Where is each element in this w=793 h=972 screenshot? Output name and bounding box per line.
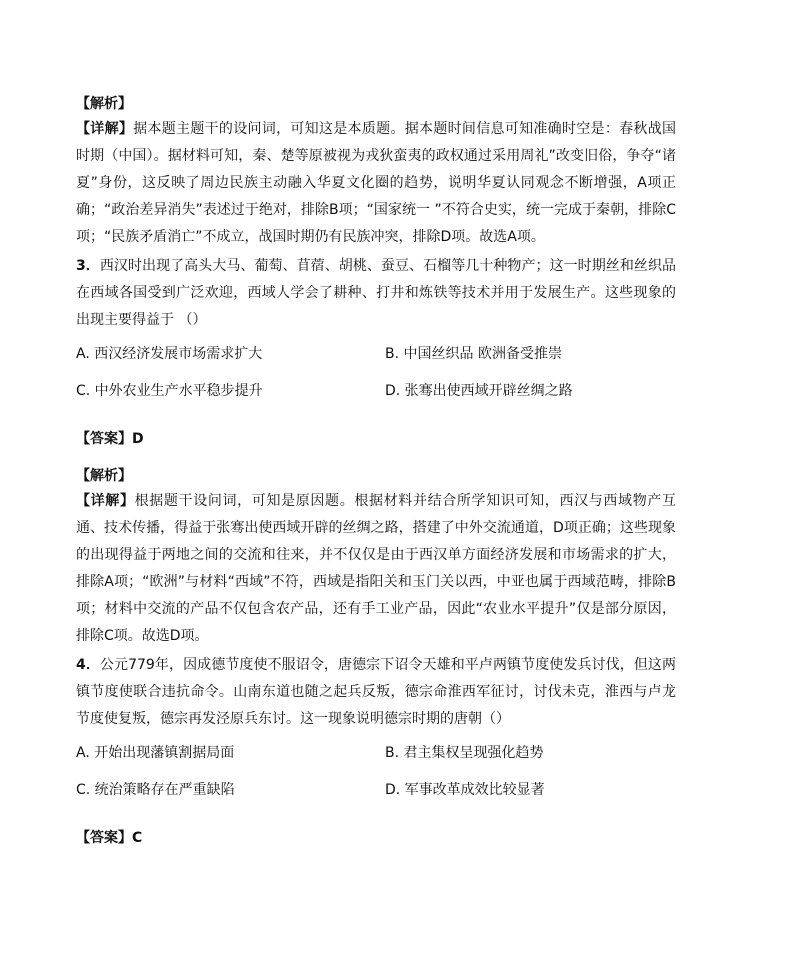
question-4 <box>76 652 676 733</box>
question-3-options <box>76 344 676 418</box>
analysis-text: 据本题主题干的设问词，可知这是本质题。据本题时间信息可知准确时空是：春秋战国时期（中国）。据材料可知，秦、楚等原被视为戎狄蛮夷的政权通过采用周礼”改变旧俗，争夺“诸夏”身份，这反映了周边民族主动融入华夏文化圈的趋势，说明华夏认同观念不断增强，A项正确；“政治差异消失”表述过于绝对，排除B项；“国家统一 ”不符合史实，统一完成于秦朝，排除C项；“民族矛盾消亡”不成立，战国时期仍有民族冲突，排除D项。故选A项。 <box>76 121 676 245</box>
analysis-paragraph <box>76 488 676 650</box>
analysis-paragraph <box>76 116 676 251</box>
question-number: 4． <box>76 657 100 673</box>
option-d: D. 张骞出使西域开辟丝绸之路 <box>385 383 573 399</box>
option-c: C. 中外农业生产水平稳步提升 <box>76 383 263 399</box>
question-3 <box>76 253 676 334</box>
option-d: D. 军事改革成效比较显著 <box>385 782 545 798</box>
detail-tag: 【详解】 <box>76 493 135 509</box>
answer-label: 【答案】C <box>76 830 143 846</box>
answer-label: 【答案】D <box>76 431 144 447</box>
document-content <box>76 94 676 848</box>
option-b: B. 君主集权呈现强化趋势 <box>385 745 544 761</box>
question-4-options <box>76 743 676 817</box>
analysis-text: 根据题干设问词，可知是原因题。根据材料并结合所学知识可知，西汉与西域物产互通、技术传播，得益于张骞出使西域开辟的丝绸之路，搭建了中外交流通道，D项正确；这些现象的出现得益于两地之间的交流和往来，并不仅仅是由于西汉单方面经济发展和市场需求的扩大，排除A项；“欧洲”与材料“西域”不符，西域是指阳关和玉门关以西，中亚也属于西域范畴，排除B项；材料中交流的产品不仅包含农产品，还有手工业产品，因此“农业水平提升”仅是部分原因，排除C项。故选D项。 <box>76 493 677 644</box>
option-c: C. 统治策略存在严重缺陷 <box>76 782 235 798</box>
analysis-label: 【解析】 <box>76 468 132 484</box>
question-number: 3． <box>76 258 100 274</box>
option-a: A. 开始出现藩镇割据局面 <box>76 745 235 761</box>
option-a: A. 西汉经济发展市场需求扩大 <box>76 346 263 362</box>
question-text: 西汉时出现了高头大马、葡萄、苜蓿、胡桃、蚕豆、石榴等几十种物产；这一时期丝和丝织品在西域各国受到广泛欢迎，西域人学会了耕种、打井和炼铁等技术并用于发展生产。这些现象的出现主要得益于 （） <box>76 258 676 328</box>
question-text: 公元779年，因成德节度使不服诏令，唐德宗下诏令天雄和平卢两镇节度使发兵讨伐，但这两镇节度使联合违抗命令。山南东道也随之起兵反叛，德宗命淮西军征讨，讨伐未克，淮西与卢龙节度使复叛，德宗再发泾原兵东讨。这一现象说明德宗时期的唐朝（） <box>76 657 676 727</box>
option-b: B. 中国丝织品 欧洲备受推崇 <box>385 346 562 362</box>
detail-tag: 【详解】 <box>76 121 134 137</box>
analysis-label: 【解析】 <box>76 96 132 112</box>
